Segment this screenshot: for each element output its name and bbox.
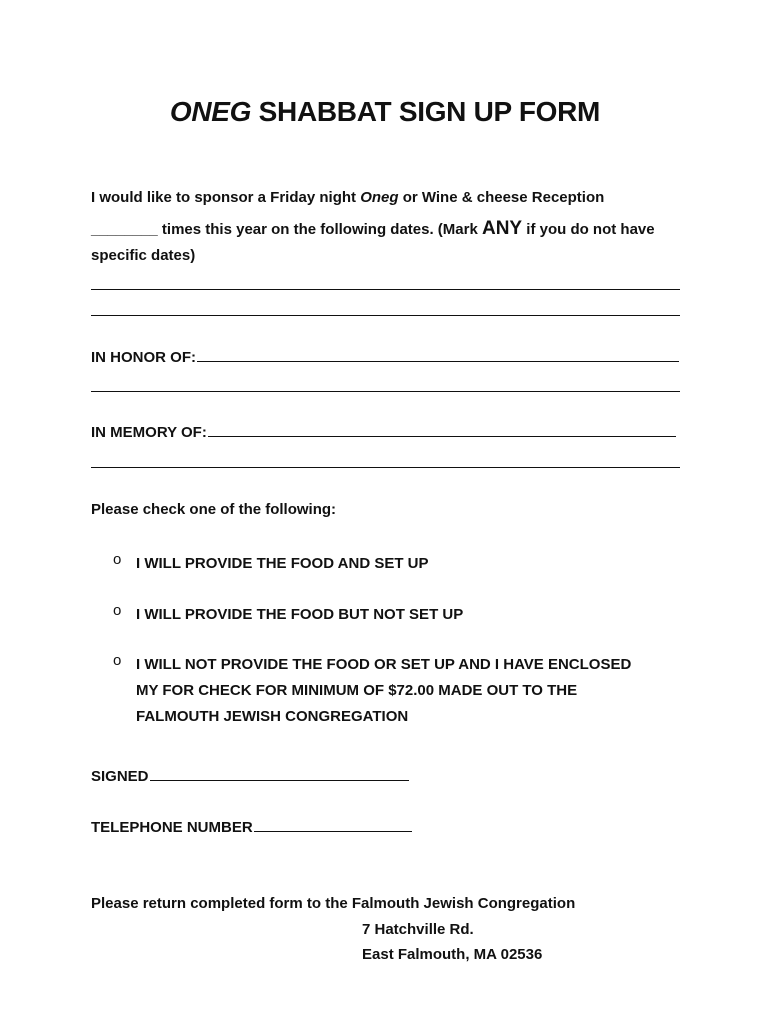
dates-line-2[interactable] — [91, 315, 680, 316]
intro-line-1 — [91, 189, 604, 206]
option-provide-food-and-setup[interactable] — [91, 551, 691, 577]
memory-label: IN MEMORY OF: — [91, 424, 207, 441]
intro-line-3 — [91, 247, 195, 264]
option-label: I WILL PROVIDE THE FOOD BUT NOT SET UP — [136, 606, 464, 623]
telephone-input-line[interactable] — [254, 830, 412, 832]
signed-input-line[interactable] — [150, 779, 409, 781]
intro-line-2 — [91, 218, 655, 240]
honor-label: IN HONOR OF: — [91, 349, 196, 366]
dates-line-1[interactable] — [91, 289, 680, 290]
check-prompt: Please check one of the following: — [91, 501, 337, 518]
option-label: I WILL PROVIDE THE FOOD AND SET UP — [136, 555, 429, 572]
signed-field — [91, 768, 409, 785]
intro-text: or Wine & cheese Reception — [398, 189, 605, 206]
option-enclose-check[interactable] — [91, 652, 691, 730]
memory-field — [91, 424, 676, 441]
option-checkbox[interactable]: o — [113, 652, 122, 669]
intro-text: if you do not have — [522, 221, 655, 238]
intro-oneg: Oneg — [360, 189, 399, 206]
intro-text: I would like to sponsor a Friday night — [91, 189, 361, 206]
honor-input-line[interactable] — [197, 360, 679, 362]
memory-input-line[interactable] — [208, 435, 676, 437]
option-label: I WILL NOT PROVIDE THE FOOD OR SET UP AND I HAVE ENCLOSED MY FOR CHECK FOR MINIMUM OF $72.00 MADE OUT TO THE FALMOUTH JEWISH CONGREGATION — [136, 656, 632, 725]
times-blank[interactable]: ________ — [91, 221, 158, 238]
honor-field — [91, 349, 679, 366]
intro-text: specific dates) — [91, 247, 196, 264]
address-street: 7 Hatchville Rd. — [362, 921, 474, 938]
title-italic: ONEG — [169, 96, 252, 127]
return-instructions: Please return completed form to the Falmouth Jewish Congregation — [91, 895, 576, 912]
intro-text: times this year on the following dates. (Mark — [157, 221, 482, 238]
page-title — [0, 96, 770, 128]
telephone-label: TELEPHONE NUMBER — [91, 819, 253, 836]
signed-label: SIGNED — [91, 768, 149, 785]
title-rest: SHABBAT SIGN UP FORM — [251, 96, 601, 127]
option-checkbox[interactable]: o — [113, 551, 122, 568]
telephone-field — [91, 819, 412, 836]
honor-line-2[interactable] — [91, 391, 680, 392]
option-checkbox[interactable]: o — [113, 602, 122, 619]
option-provide-food-no-setup[interactable] — [91, 602, 691, 628]
intro-any: ANY — [481, 218, 523, 239]
memory-line-2[interactable] — [91, 467, 680, 468]
address-city: East Falmouth, MA 02536 — [362, 946, 543, 963]
